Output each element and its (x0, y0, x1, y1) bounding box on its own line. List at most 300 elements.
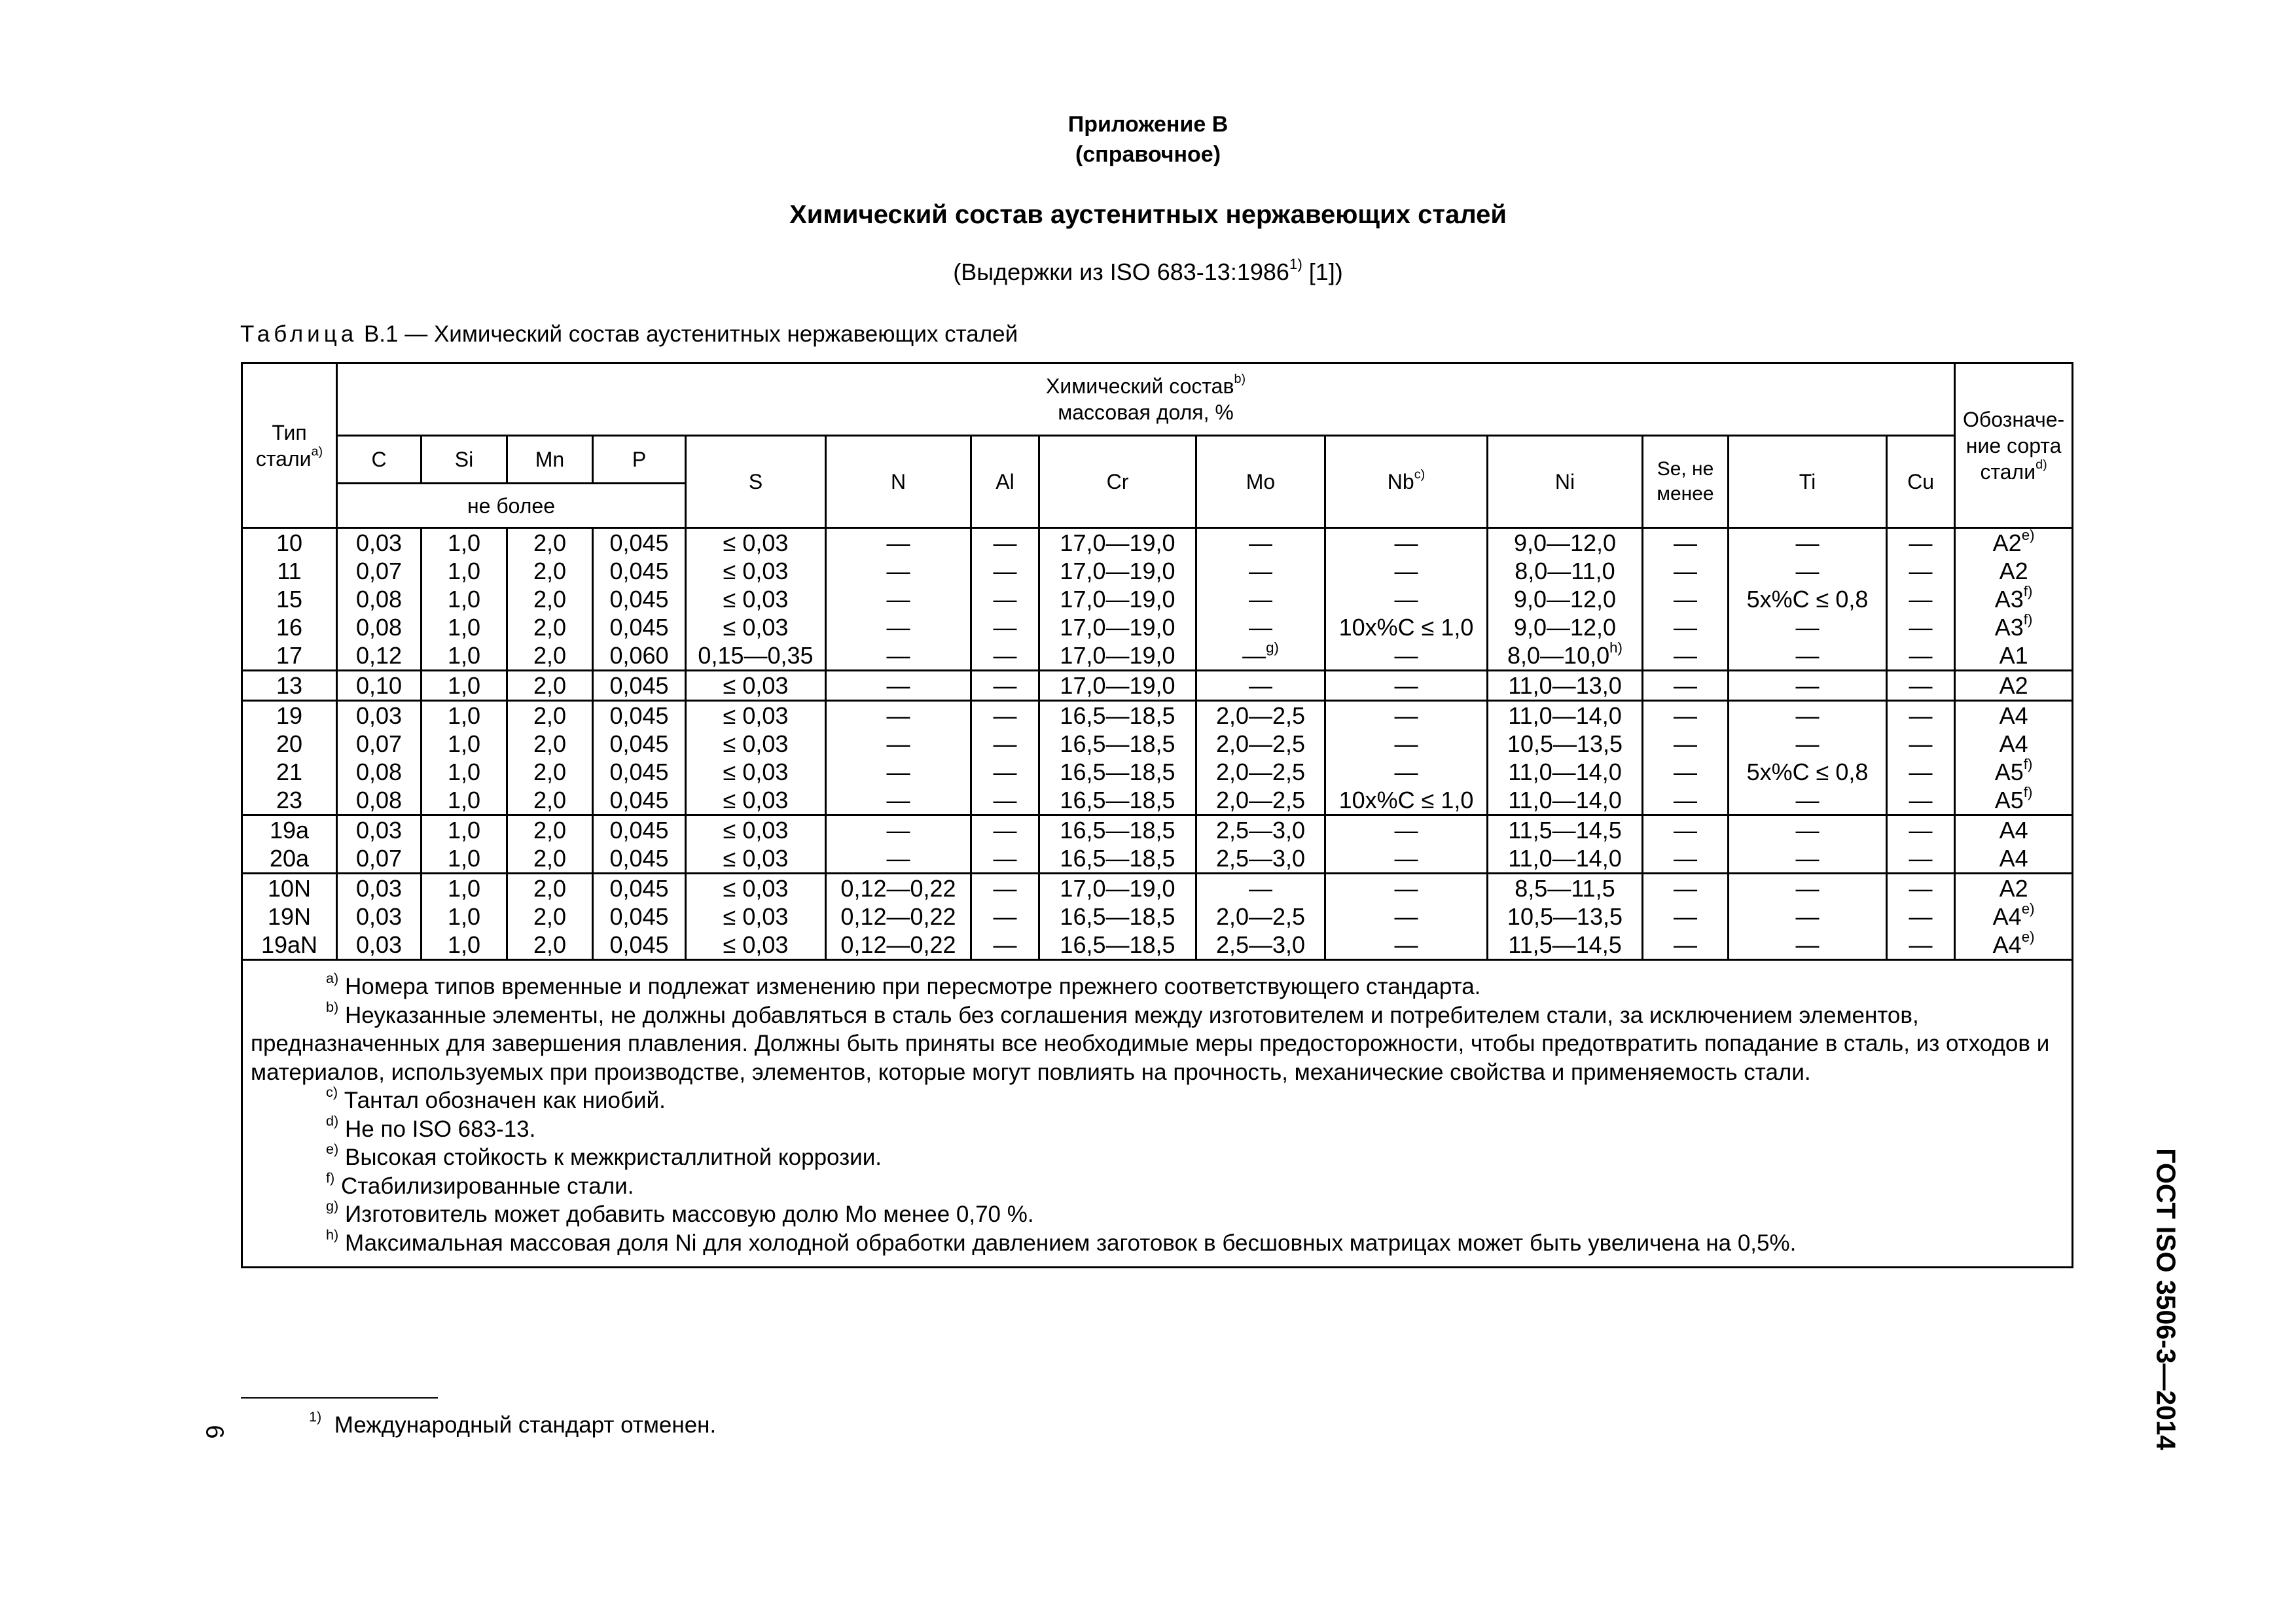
cell-line: — (1394, 845, 1418, 872)
cell-line: 1,0 (447, 558, 481, 584)
cell-line: 2,5—3,0 (1215, 845, 1306, 872)
cell-line: 2,0 (533, 845, 567, 872)
page-footnote (309, 1408, 717, 1438)
cell-s (686, 701, 826, 815)
cell-line: 2,0 (533, 903, 567, 930)
cell-mn (507, 671, 593, 701)
cell-line: ≤ 0,03 (723, 730, 789, 757)
cell-line: — (1674, 875, 1697, 902)
cell-line: 2,0 (533, 614, 567, 641)
cell-cu (1887, 671, 1955, 701)
cell-line: 0,045 (609, 875, 669, 902)
cell-p (593, 671, 686, 701)
cell-line: 1,0 (447, 758, 481, 785)
cell-nb (1325, 528, 1488, 671)
cell-mo (1196, 528, 1325, 671)
header-steel-grade: Обозначение сорта стали$^{d)}$ (1955, 363, 2073, 528)
cell-line: — (1394, 529, 1418, 556)
cell-line: 13 (276, 672, 303, 699)
cell-line: 1,0 (447, 845, 481, 872)
cell-line: ≤ 0,03 (723, 529, 789, 556)
cell-line: — (1795, 730, 1820, 757)
cell-line: — (1674, 614, 1697, 641)
cell-line: 0,08 (355, 787, 403, 813)
cell-line: — (1909, 931, 1933, 958)
cell-line: — (886, 614, 910, 641)
cell-n (826, 874, 971, 960)
cell-line: 1,0 (447, 903, 481, 930)
cell-line: — (1909, 730, 1933, 757)
note-text: Номера типов временные и подлежат изменению при пересмотре прежнего соответствующего стандарта. (338, 974, 1481, 999)
cell-line: — (993, 845, 1017, 872)
cell-line: 0,12—0,22 (840, 903, 956, 930)
cell-c (337, 528, 422, 671)
cell-line: — (1394, 702, 1418, 729)
cell-line: 0,045 (609, 758, 669, 785)
cell-line: 2,0 (533, 817, 567, 844)
cell-c (337, 874, 422, 960)
cell-line: 0,045 (609, 817, 669, 844)
header-col-ni: Ni (1488, 436, 1643, 528)
cell-line: 11,0—14,0 (1508, 787, 1622, 813)
cell-line: 1,0 (447, 787, 481, 813)
note-text: Изготовитель может добавить массовую долю Mo менее 0,70 %. (338, 1202, 1034, 1227)
cell-line: — (1394, 903, 1418, 930)
cell-line: 1,0 (447, 730, 481, 757)
cell-cu (1887, 874, 1955, 960)
cell-mn (507, 528, 593, 671)
cell-line: A4 (1999, 702, 2028, 729)
cell-line: — (1249, 672, 1272, 699)
cell-line: — (886, 758, 910, 785)
cell-line: — (993, 903, 1017, 930)
cell-line: 10 (276, 529, 303, 556)
cell-line: ≤ 0,03 (723, 931, 789, 958)
cell-line: — (1795, 903, 1820, 930)
cell-line: — (1394, 558, 1418, 584)
table-caption-word: Таблица (240, 321, 358, 347)
cell-line: — (993, 730, 1017, 757)
cell-n (826, 528, 971, 671)
header-col-mn: Mn (507, 436, 593, 484)
cell-line: A4$^{e)}$ (1992, 928, 2035, 958)
document-title: Химический состав аустенитных нержавеющих сталей (789, 200, 1507, 229)
cell-line: — (993, 758, 1017, 785)
cell-line: 15 (276, 586, 303, 613)
cell-line: — (1249, 529, 1272, 556)
cell-line: 0,045 (609, 730, 669, 757)
note-mark: e) (326, 1141, 339, 1158)
cell-c (337, 701, 422, 815)
cell-line: 0,045 (609, 558, 669, 584)
cell-line: 2,0 (533, 730, 567, 757)
cell-type (242, 874, 337, 960)
cell-line: 2,0—2,5 (1215, 903, 1306, 930)
chemical-composition-table (241, 362, 2073, 1268)
cell-grade (1955, 815, 2073, 874)
cell-line: 17 (276, 642, 303, 669)
cell-line: 2,0—2,5 (1215, 702, 1306, 729)
cell-type (242, 528, 337, 671)
cell-nb (1325, 671, 1488, 701)
cell-line: — (1674, 642, 1697, 669)
cell-line: ≤ 0,03 (723, 586, 789, 613)
table-note (251, 1169, 2065, 1201)
cell-grade (1955, 701, 2073, 815)
cell-line: — (1674, 845, 1697, 872)
table-row-group (242, 528, 2073, 671)
cell-line: 11,5—14,5 (1508, 817, 1622, 844)
cell-line: 0,08 (355, 758, 403, 785)
cell-line: A1 (1999, 642, 2028, 669)
cell-type (242, 701, 337, 815)
cell-mn (507, 815, 593, 874)
cell-line: 2,0 (533, 787, 567, 813)
table-note (251, 1086, 2065, 1115)
cell-line: A4 (1999, 730, 2028, 757)
cell-line: 2,0—2,5 (1215, 787, 1306, 813)
note-mark: a) (326, 970, 339, 987)
cell-ni (1488, 815, 1643, 874)
cell-line: 0,03 (355, 875, 403, 902)
cell-line: 1,0 (447, 817, 481, 844)
cell-line: 1,0 (447, 642, 481, 669)
cell-si (422, 701, 507, 815)
cell-line: — (1674, 672, 1697, 699)
cell-line: — (1795, 642, 1820, 669)
cell-line: — (886, 558, 910, 584)
cell-n (826, 815, 971, 874)
cell-line: 1,0 (447, 586, 481, 613)
table-notes (242, 960, 2073, 1268)
excerpt-prefix: (Выдержки из ISO 683-13:1986 (953, 259, 1289, 285)
note-mark: b) (326, 998, 339, 1015)
cell-line: A4$^{e)}$ (1992, 900, 2035, 930)
note-mark: f) (326, 1169, 335, 1186)
cell-line: — (1795, 702, 1820, 729)
cell-mn (507, 874, 593, 960)
cell-line: — (1394, 758, 1418, 785)
standard-designation-text: ГОСТ ISO 3506-3—2014 (2151, 1148, 2181, 1450)
cell-line: 19 (276, 702, 303, 729)
cell-line: 10N (267, 875, 312, 902)
cell-mo (1196, 874, 1325, 960)
cell-line: 0,07 (355, 845, 403, 872)
cell-line: 11,0—14,0 (1508, 845, 1622, 872)
cell-line: — (993, 558, 1017, 584)
cell-line: 1,0 (447, 702, 481, 729)
cell-line: 1,0 (447, 875, 481, 902)
header-steel-type: Тип стали$^{a)}$ (242, 363, 337, 528)
cell-line: 8,0—11,0 (1515, 558, 1615, 584)
page-number (198, 1412, 230, 1452)
footnote-text: Международный стандарт отменен. (334, 1412, 717, 1438)
cell-line: 16,5—18,5 (1060, 758, 1175, 785)
note-mark: h) (326, 1226, 339, 1243)
cell-se (1643, 815, 1729, 874)
cell-line: 2,0 (533, 875, 567, 902)
cell-grade (1955, 671, 2073, 701)
cell-c (337, 671, 422, 701)
cell-cr (1039, 528, 1196, 671)
cell-line: 17,0—19,0 (1060, 529, 1175, 556)
cell-line: — (1394, 875, 1418, 902)
cell-cr (1039, 874, 1196, 960)
page-number-text: 6 (200, 1425, 228, 1439)
cell-line: 0,12—0,22 (840, 931, 956, 958)
cell-line: 10,5—13,5 (1507, 730, 1623, 757)
cell-line: — (886, 845, 910, 872)
cell-line: 0,045 (609, 529, 669, 556)
cell-line: A3$^{f)}$ (1994, 611, 2033, 641)
cell-p (593, 528, 686, 671)
cell-line: — (886, 672, 910, 699)
cell-line: — (993, 614, 1017, 641)
table-note (251, 1112, 2065, 1144)
cell-line: — (1909, 903, 1933, 930)
cell-line: 1,0 (447, 931, 481, 958)
cell-line: 2,0 (533, 672, 567, 699)
cell-line: 16,5—18,5 (1060, 702, 1175, 729)
footnote-divider (241, 1397, 438, 1399)
cell-line: — (1909, 558, 1933, 584)
cell-line: A2$^{e)}$ (1992, 526, 2035, 556)
cell-line: A4 (1999, 845, 2028, 872)
cell-line: — (1394, 931, 1418, 958)
cell-si (422, 671, 507, 701)
cell-ti (1729, 874, 1887, 960)
cell-line: —$^{g)}$ (1242, 639, 1279, 669)
cell-si (422, 815, 507, 874)
table-caption (240, 321, 1018, 348)
cell-line: A2 (1999, 672, 2028, 699)
cell-ni (1488, 528, 1643, 671)
cell-line: — (993, 586, 1017, 613)
note-text: Стабилизированные стали. (334, 1173, 634, 1199)
cell-mn (507, 701, 593, 815)
cell-line: 23 (276, 787, 303, 813)
cell-se (1643, 701, 1729, 815)
cell-line: 10x%C ≤ 1,0 (1338, 787, 1474, 813)
cell-se (1643, 874, 1729, 960)
cell-ti (1729, 528, 1887, 671)
cell-s (686, 671, 826, 701)
cell-line: — (1795, 817, 1820, 844)
header-col-c: C (337, 436, 422, 484)
cell-line: 0,15—0,35 (698, 642, 814, 669)
cell-line: 0,060 (609, 642, 669, 669)
cell-al (971, 874, 1039, 960)
cell-line: — (1909, 875, 1933, 902)
cell-al (971, 671, 1039, 701)
cell-line: — (886, 787, 910, 813)
cell-line: 11,5—14,5 (1508, 931, 1622, 958)
cell-p (593, 701, 686, 815)
header-col-p: P (593, 436, 686, 484)
cell-ti (1729, 701, 1887, 815)
cell-si (422, 874, 507, 960)
cell-line: ≤ 0,03 (723, 787, 789, 813)
table-row-group (242, 815, 2073, 874)
cell-ni (1488, 874, 1643, 960)
cell-line: ≤ 0,03 (723, 558, 789, 584)
cell-cu (1887, 701, 1955, 815)
appendix-kind: (справочное) (1075, 142, 1221, 167)
cell-line: 0,07 (355, 558, 403, 584)
cell-line: 17,0—19,0 (1060, 558, 1175, 584)
table-note (251, 1226, 2065, 1258)
cell-line: ≤ 0,03 (723, 875, 789, 902)
table-note (251, 1200, 2065, 1229)
cell-line: — (993, 787, 1017, 813)
cell-nb (1325, 701, 1488, 815)
cell-line: — (1674, 787, 1697, 813)
cell-line: 2,0—2,5 (1215, 758, 1306, 785)
cell-line: 0,03 (355, 702, 403, 729)
cell-line: 2,0 (533, 642, 567, 669)
cell-line: — (1674, 702, 1697, 729)
cell-mo (1196, 815, 1325, 874)
header-col-cu: Cu (1887, 436, 1955, 528)
cell-line: — (993, 642, 1017, 669)
cell-line: 0,045 (609, 586, 669, 613)
cell-line: — (886, 586, 910, 613)
cell-line: ≤ 0,03 (723, 845, 789, 872)
cell-line: 10,5—13,5 (1507, 903, 1623, 930)
cell-line: 0,03 (355, 931, 403, 958)
cell-line: — (1909, 702, 1933, 729)
cell-line: ≤ 0,03 (723, 758, 789, 785)
cell-line: 0,08 (355, 586, 403, 613)
header-chemical-composition: Химический состав$^{b)}$ массовая доля, % (337, 363, 1955, 436)
cell-cr (1039, 701, 1196, 815)
cell-line: 17,0—19,0 (1060, 875, 1175, 902)
cell-line: — (993, 529, 1017, 556)
header-col-nb: Nb$^{c)}$ (1325, 436, 1488, 528)
cell-line: 16,5—18,5 (1060, 817, 1175, 844)
header-col-ti: Ti (1729, 436, 1887, 528)
cell-n (826, 701, 971, 815)
cell-line: — (1249, 875, 1272, 902)
cell-p (593, 815, 686, 874)
cell-al (971, 528, 1039, 671)
cell-line: 10x%C ≤ 1,0 (1338, 614, 1474, 641)
cell-line: — (1909, 642, 1933, 669)
cell-line: — (1909, 817, 1933, 844)
cell-line: 0,045 (609, 702, 669, 729)
cell-line: 8,0—10,0$^{h)}$ (1507, 639, 1623, 669)
excerpt-footnote-mark: 1) (1289, 255, 1302, 272)
note-mark: g) (326, 1198, 339, 1215)
cell-line: — (1674, 903, 1697, 930)
table-row-group (242, 671, 2073, 701)
cell-line: ≤ 0,03 (723, 817, 789, 844)
header-col-n: N (826, 436, 971, 528)
table-note (251, 1143, 2065, 1172)
cell-cu (1887, 528, 1955, 671)
cell-line: ≤ 0,03 (723, 672, 789, 699)
cell-line: A5$^{f)}$ (1994, 783, 2033, 813)
cell-line: 16,5—18,5 (1060, 903, 1175, 930)
cell-line: 0,045 (609, 931, 669, 958)
cell-line: 5x%C ≤ 0,8 (1746, 758, 1869, 785)
cell-line: 17,0—19,0 (1060, 672, 1175, 699)
note-text: Максимальная массовая доля Ni для холодной обработки давлением заготовок в бесшовных матрицах может быть увеличена на 0,5%. (338, 1230, 1797, 1256)
cell-line: 9,0—12,0 (1513, 614, 1617, 641)
cell-line: 0,08 (355, 614, 403, 641)
excerpt-note (0, 255, 2296, 286)
header-col-si: Si (422, 436, 507, 484)
cell-line: — (1249, 586, 1272, 613)
cell-line: 2,0—2,5 (1215, 730, 1306, 757)
cell-grade (1955, 874, 2073, 960)
cell-line: — (1674, 529, 1697, 556)
cell-line: 1,0 (447, 614, 481, 641)
cell-grade (1955, 528, 2073, 671)
cell-line: — (1795, 672, 1820, 699)
cell-line: — (1249, 558, 1272, 584)
cell-line: — (1674, 558, 1697, 584)
cell-nb (1325, 874, 1488, 960)
cell-line: 17,0—19,0 (1060, 586, 1175, 613)
cell-line: 16,5—18,5 (1060, 931, 1175, 958)
cell-line: 2,0 (533, 558, 567, 584)
cell-ti (1729, 671, 1887, 701)
cell-line: A2 (1999, 558, 2028, 584)
note-text: Высокая стойкость к межкристаллитной коррозии. (338, 1145, 882, 1170)
cell-line: — (1249, 614, 1272, 641)
header-col-s: S (686, 436, 826, 528)
cell-line: 2,5—3,0 (1215, 931, 1306, 958)
cell-line: — (1394, 672, 1418, 699)
cell-ni (1488, 701, 1643, 815)
cell-line: 0,03 (355, 903, 403, 930)
cell-line: — (1394, 642, 1418, 669)
cell-line: 1,0 (447, 672, 481, 699)
cell-line: 8,5—11,5 (1515, 875, 1615, 902)
cell-line: 0,12—0,22 (840, 875, 956, 902)
cell-line: — (886, 529, 910, 556)
cell-line: 11,0—13,0 (1508, 672, 1622, 699)
note-mark: d) (326, 1112, 339, 1129)
cell-line: ≤ 0,03 (723, 614, 789, 641)
header-col-mo: Mo (1196, 436, 1325, 528)
cell-line: 0,07 (355, 730, 403, 757)
cell-line: 21 (276, 758, 303, 785)
cell-line: — (1795, 931, 1820, 958)
cell-line: 2,0 (533, 931, 567, 958)
cell-se (1643, 671, 1729, 701)
cell-line: 0,045 (609, 787, 669, 813)
cell-line: 20a (269, 845, 310, 872)
cell-ti (1729, 815, 1887, 874)
cell-line: 2,0 (533, 529, 567, 556)
header-col-al: Al (971, 436, 1039, 528)
cell-line: — (886, 702, 910, 729)
table-row-group (242, 874, 2073, 960)
cell-line: — (886, 642, 910, 669)
header-mass-fraction: массовая доля, % (1058, 401, 1234, 424)
cell-line: 9,0—12,0 (1513, 586, 1617, 613)
cell-type (242, 815, 337, 874)
excerpt-suffix: [1]) (1302, 259, 1343, 285)
cell-line: A4 (1999, 817, 2028, 844)
cell-line: A2 (1999, 875, 2028, 902)
cell-n (826, 671, 971, 701)
cell-line: 0,03 (355, 529, 403, 556)
cell-se (1643, 528, 1729, 671)
note-text: Неуказанные элементы, не должны добавляться в сталь без соглашения между изготовителем и потребителем стали, за исключением элементов, предназначенных для завершения плавления. Должны быть приняты все необходимые меры предосторожности, чтобы предотвратить попадание в сталь, из отходов и материалов, используемых при производстве, элементов, которые могут повлиять на прочность, механические свойства и применяемость стали. (251, 1002, 2050, 1085)
